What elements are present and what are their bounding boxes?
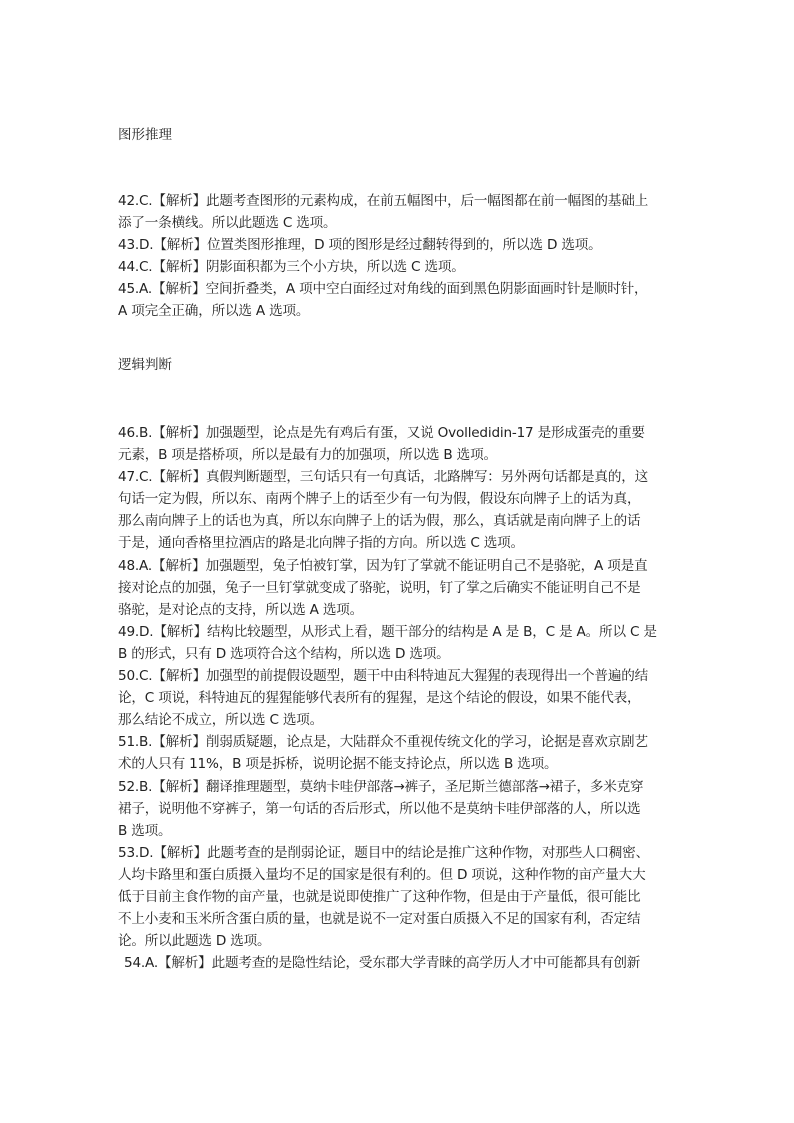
answer-line: 论。所以此题选 D 选项。	[118, 933, 271, 950]
answer-paragraph	[118, 190, 688, 234]
answer-line: 元素，B 项是搭桥项，所以是最有力的加强项，所以选 B 选项。	[118, 447, 497, 464]
answer-line: 于是，通向香格里拉酒店的路是北向牌子指的方向。所以选 C 选项。	[118, 535, 524, 552]
answer-line: 论，C 项说，科特迪瓦的猩猩能够代表所有的猩猩，是这个结论的假设，如果不能代表，	[118, 690, 641, 707]
answer-line: 人均卡路里和蛋白质摄入量均不足的国家是很有利的。但 D 项说，这种作物的亩产量大大	[118, 866, 646, 883]
answer-line: 句话一定为假，所以东、南两个牌子上的话至少有一句为假，假设东向牌子上的话为真，	[118, 491, 641, 508]
answer-paragraph	[118, 422, 688, 466]
answer-paragraph	[118, 278, 688, 322]
answer-line: 添了一条横线。所以此题选 C 选项。	[118, 215, 337, 232]
answer-line: 术的人只有 11%，B 项是拆桥，说明论据不能支持论点，所以选 B 选项。	[118, 756, 558, 773]
answer-line: 47.C.【解析】真假判断题型，三句话只有一句真话，北路牌写：另外两句话都是真的，这	[118, 469, 648, 486]
answer-line: 接对论点的加强，兔子一旦钉掌就变成了骆驼，说明，钉了掌之后确实不能证明自己不是	[118, 579, 641, 596]
answer-line: 43.D.【解析】位置类图形推理，D 项的图形是经过翻转得到的，所以选 D 选项。	[118, 237, 602, 254]
answer-paragraph	[118, 466, 688, 554]
answer-line: A 项完全正确，所以选 A 选项。	[118, 303, 310, 320]
answer-line: B 的形式，只有 D 选项符合这个结构，所以选 D 选项。	[118, 645, 450, 662]
answer-line: 那么南向牌子上的话也为真，所以东向牌子上的话为假，那么，真话就是南向牌子上的话	[118, 513, 641, 530]
answer-line: 骆驼，是对论点的支持，所以选 A 选项。	[118, 601, 364, 618]
answer-line: 46.B.【解析】加强题型，论点是先有鸡后有蛋，又说 Ovolledidin-17 是形成蛋壳的重要	[118, 425, 645, 441]
answer-line: 不上小麦和玉米所含蛋白质的量，也就是说不一定对蛋白质摄入不足的国家有利，否定结	[118, 911, 641, 928]
answer-line: 54.A.【解析】此题考查的是隐性结论，受东郡大学青睐的高学历人才中可能都具有创新	[124, 955, 641, 972]
answer-line: 那么结论不成立，所以选 C 选项。	[118, 712, 324, 729]
answer-line: 42.C.【解析】此题考查图形的元素构成，在前五幅图中，后一幅图都在前一幅图的基础上	[118, 193, 648, 209]
answer-line: 低于目前主食作物的亩产量，也就是说即使推广了这种作物，但是由于产量低，很可能比	[118, 888, 641, 905]
answer-line: B 选项。	[118, 822, 172, 839]
answer-line: 45.A.【解析】空间折叠类，A 项中空白面经过对角线的面到黑色阴影面画时针是顺时针，	[118, 281, 648, 298]
answer-block-logical-judgment	[118, 422, 688, 974]
answer-line: 48.A.【解析】加强题型，兔子怕被钉掌，因为钉了掌就不能证明自己不是骆驼，A 项是直	[118, 557, 648, 574]
answer-line: 52.B.【解析】翻译推理题型，莫纳卡哇伊部落→裤子，圣尼斯兰德部落→裙子，多米克穿	[118, 778, 644, 795]
answer-paragraph	[118, 842, 688, 952]
section-heading-figure-reasoning: 图形推理	[118, 127, 172, 143]
answer-paragraph	[118, 731, 688, 775]
answer-paragraph	[118, 256, 688, 278]
answer-paragraph	[118, 234, 688, 256]
answer-line: 50.C.【解析】加强型的前提假设题型，题干中由科特迪瓦大猩猩的表现得出一个普遍的结	[118, 668, 648, 685]
answer-paragraph	[118, 952, 688, 974]
answer-paragraph	[118, 555, 688, 621]
answer-line: 53.D.【解析】此题考查的是削弱论证，题目中的结论是推广这种作物，对那些人口稠密、	[118, 844, 649, 861]
answer-paragraph	[118, 665, 688, 731]
answer-line: 44.C.【解析】阴影面积都为三个小方块，所以选 C 选项。	[118, 259, 465, 276]
answer-block-figure-reasoning	[118, 190, 688, 323]
answer-line: 49.D.【解析】结构比较题型，从形式上看，题干部分的结构是 A 是 B，C 是 A。所以 C 是	[118, 623, 657, 640]
answer-paragraph	[118, 621, 688, 665]
section-heading-logical-judgment: 逻辑判断	[118, 357, 172, 373]
answer-line: 裙子，说明他不穿裤子，第一句话的否后形式，所以他不是莫纳卡哇伊部落的人，所以选	[118, 800, 641, 817]
answer-paragraph	[118, 776, 688, 842]
answer-line: 51.B.【解析】削弱质疑题，论点是，大陆群众不重视传统文化的学习，论据是喜欢京剧艺	[118, 734, 648, 751]
